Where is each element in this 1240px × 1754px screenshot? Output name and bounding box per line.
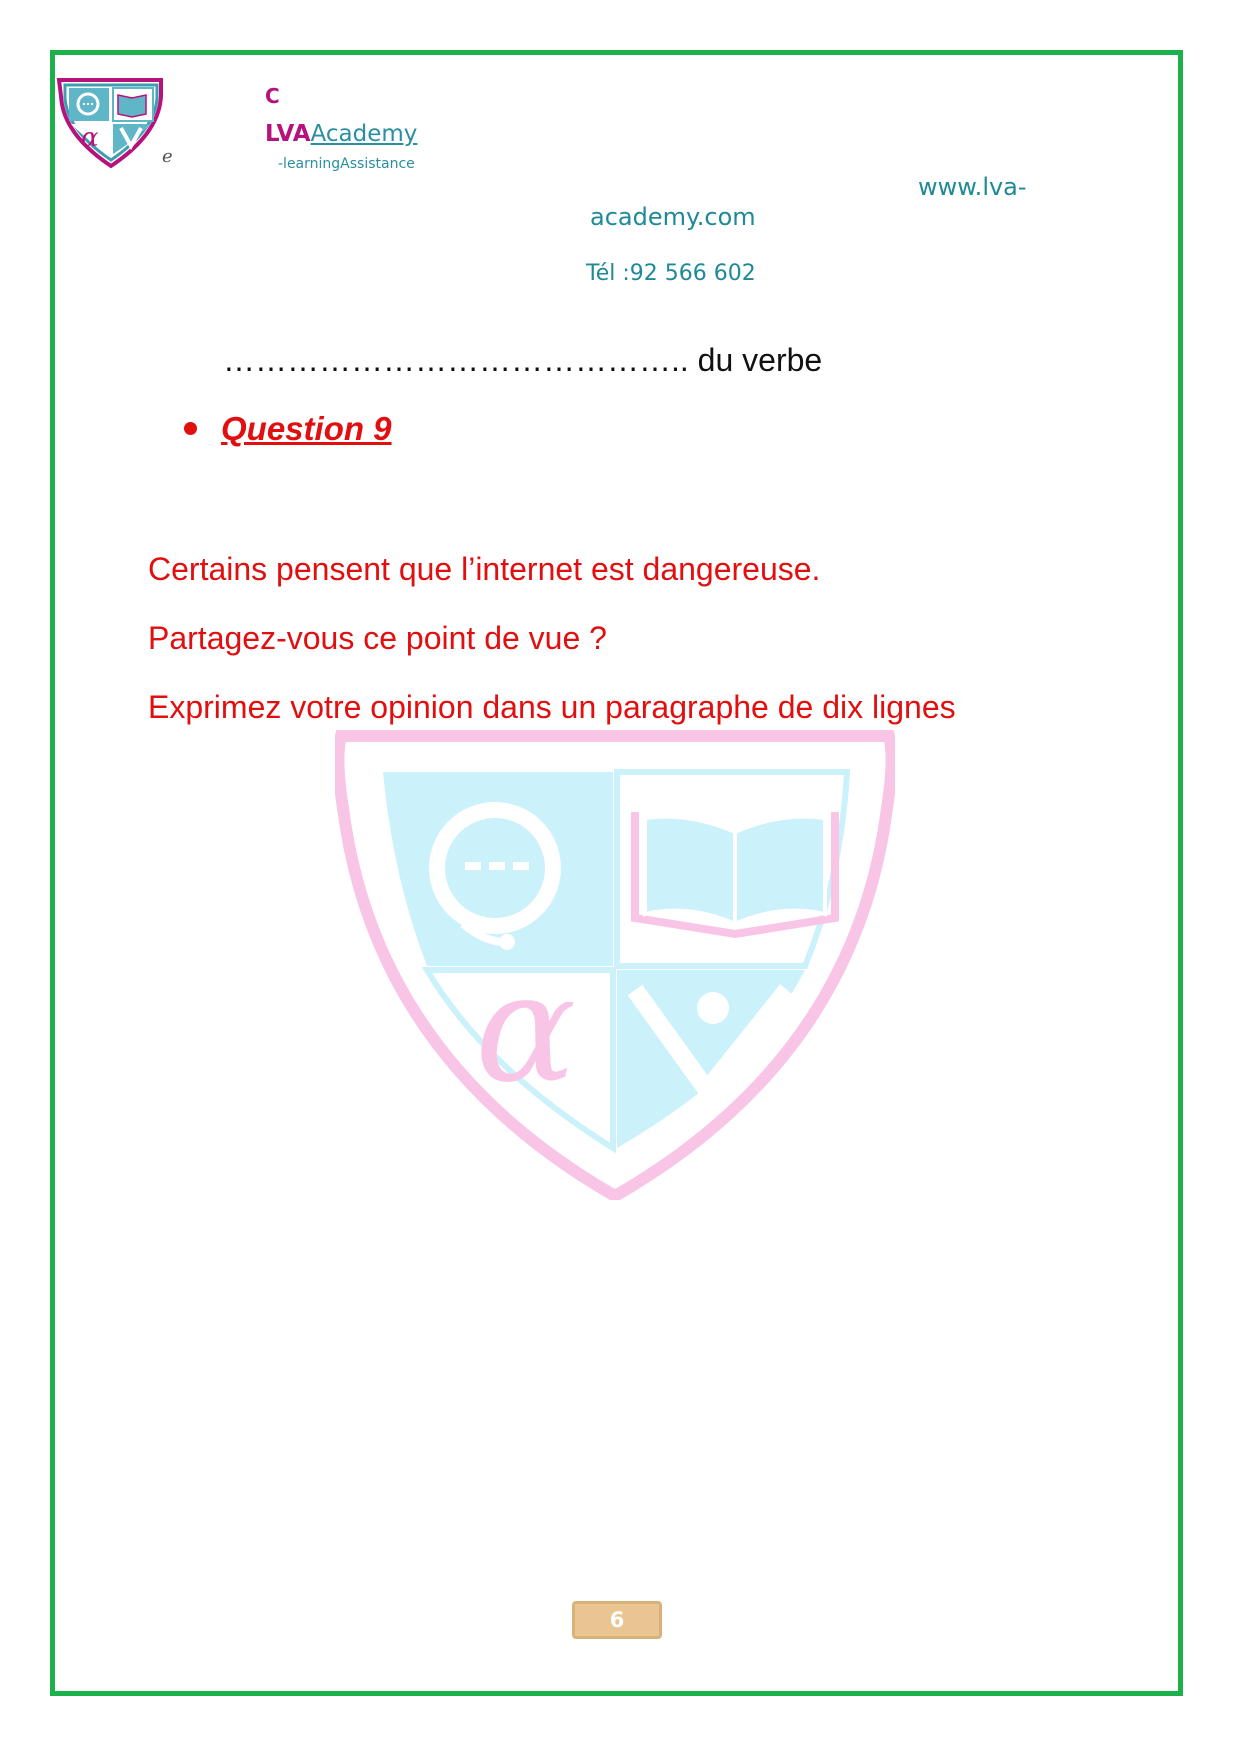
brand-initial: C	[265, 84, 280, 108]
question-heading	[184, 410, 392, 448]
phone-number: Tél :92 566 602	[586, 261, 756, 286]
brand-name	[265, 120, 417, 148]
page-number-badge: 6	[572, 1601, 662, 1639]
brand-academy-link[interactable]: Academy	[310, 121, 418, 147]
shield-watermark-icon	[335, 728, 895, 1200]
logo-letter: e	[162, 146, 173, 167]
brand-l: L	[265, 121, 277, 147]
prompt-line-3: Exprimez votre opinion dans un paragraphe de dix lignes	[148, 689, 956, 725]
svg-text:α: α	[81, 123, 99, 153]
website-link-line1[interactable]: www.lva-	[918, 173, 1027, 201]
svg-text:α: α	[475, 942, 577, 1116]
bullet-icon	[184, 422, 197, 435]
prompt-line-2: Partagez-vous ce point de vue ?	[148, 620, 607, 656]
fill-in-line: …………………………………….. du verbe	[223, 342, 823, 378]
question-title: Question 9	[221, 410, 392, 447]
brand-tagline: -learningAssistance	[278, 156, 415, 172]
prompt-line-1: Certains pensent que l’internet est dangereuse.	[148, 551, 821, 587]
shield-logo-icon	[55, 76, 167, 170]
website-link-line2[interactable]: academy.com	[590, 203, 756, 231]
brand-va: VA	[276, 121, 311, 147]
